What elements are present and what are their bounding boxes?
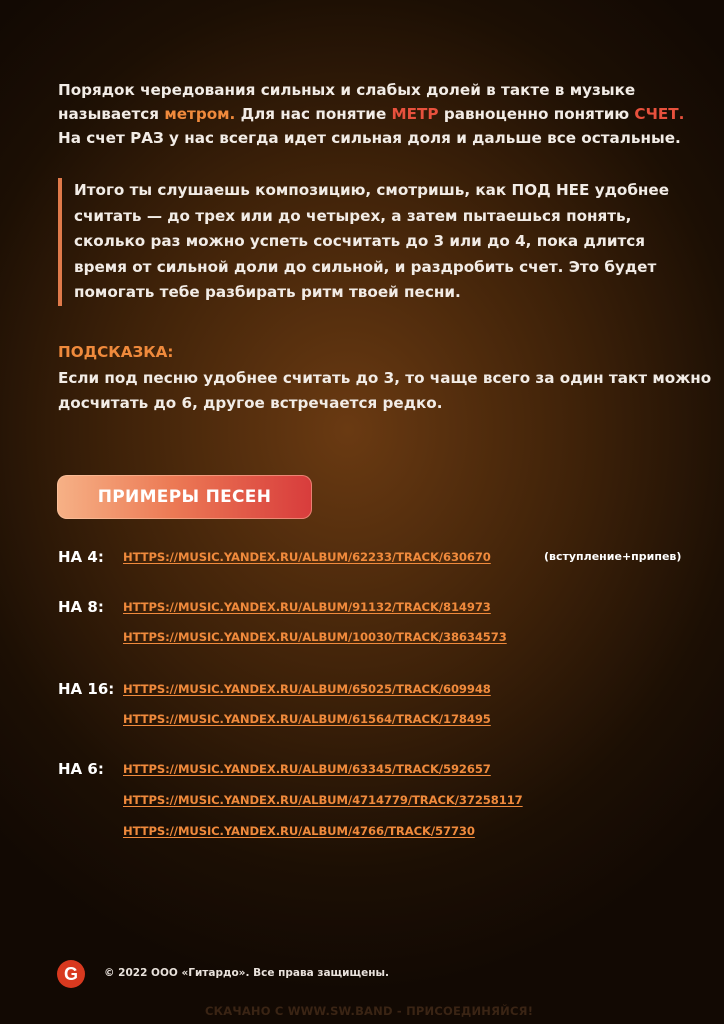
example-group-label: НА 16: [58,680,115,698]
intro-paragraph [58,78,688,150]
example-group-label: НА 4: [58,548,104,566]
intro-text: равноценно понятию [438,105,635,123]
hint-text [58,366,712,416]
copyright-text: © 2022 ООО «Гитардо». Все права защищены. [104,967,389,979]
quote-line: помогать тебе разбирать ритм твоей песни. [74,283,461,301]
gitardo-logo-icon [57,960,85,988]
intro-line-1: Порядок чередования сильных и слабых долей в такте в музыке [58,81,636,99]
song-link[interactable]: HTTPS://MUSIC.YANDEX.RU/ALBUM/4766/TRACK/57730 [123,824,475,838]
watermark-text: СКАЧАНО С WWW.SW.BAND - ПРИСОЕДИНЯЙСЯ! [205,1004,534,1018]
quote-line: время от сильной доли до сильной, и раздробить счет. Это будет [74,257,657,276]
intro-line-2 [58,102,688,126]
hint-title: ПОДСКАЗКА: [58,343,174,361]
quote-line: сколько раз можно успеть сосчитать до 3 или до 4, пока длится [74,232,646,250]
hint-line: Если под песню удобнее считать до 3, то чаще всего за один такт можно [58,369,712,387]
example-group-label: НА 8: [58,598,104,616]
song-link[interactable]: HTTPS://MUSIC.YANDEX.RU/ALBUM/4714779/TRACK/37258117 [123,793,523,807]
intro-text: называется [58,105,165,123]
song-link[interactable]: HTTPS://MUSIC.YANDEX.RU/ALBUM/65025/TRACK/609948 [123,682,491,696]
intro-line-3: На счет РАЗ у нас всегда идет сильная доля и дальше все остальные. [58,129,681,147]
song-link[interactable]: HTTPS://MUSIC.YANDEX.RU/ALBUM/91132/TRACK/814973 [123,600,491,614]
song-link[interactable]: HTTPS://MUSIC.YANDEX.RU/ALBUM/61564/TRACK/178495 [123,712,491,726]
quote-block [58,178,714,306]
quote-line: считать — до трех или до четырех, а затем пытаешься понять, [74,206,632,225]
highlight-metrom: метром. [164,105,236,123]
example-group-label: НА 6: [58,760,104,778]
song-link[interactable]: HTTPS://MUSIC.YANDEX.RU/ALBUM/62233/TRACK/630670 [123,550,491,564]
intro-text: Для нас понятие [235,105,392,123]
highlight-metr: МЕТР [391,105,439,123]
song-link[interactable]: HTTPS://MUSIC.YANDEX.RU/ALBUM/10030/TRACK/38634573 [123,630,507,644]
logo-letter: G [63,963,78,984]
song-note: (вступление+припев) [544,550,682,563]
song-examples-button[interactable]: ПРИМЕРЫ ПЕСЕН [57,475,312,519]
quote-line: Итого ты слушаешь композицию, смотришь, как ПОД НЕЕ удобнее [74,181,670,199]
song-link[interactable]: HTTPS://MUSIC.YANDEX.RU/ALBUM/63345/TRACK/592657 [123,762,491,776]
hint-line: досчитать до 6, другое встречается редко. [58,394,443,412]
highlight-schet: СЧЕТ. [634,105,685,123]
